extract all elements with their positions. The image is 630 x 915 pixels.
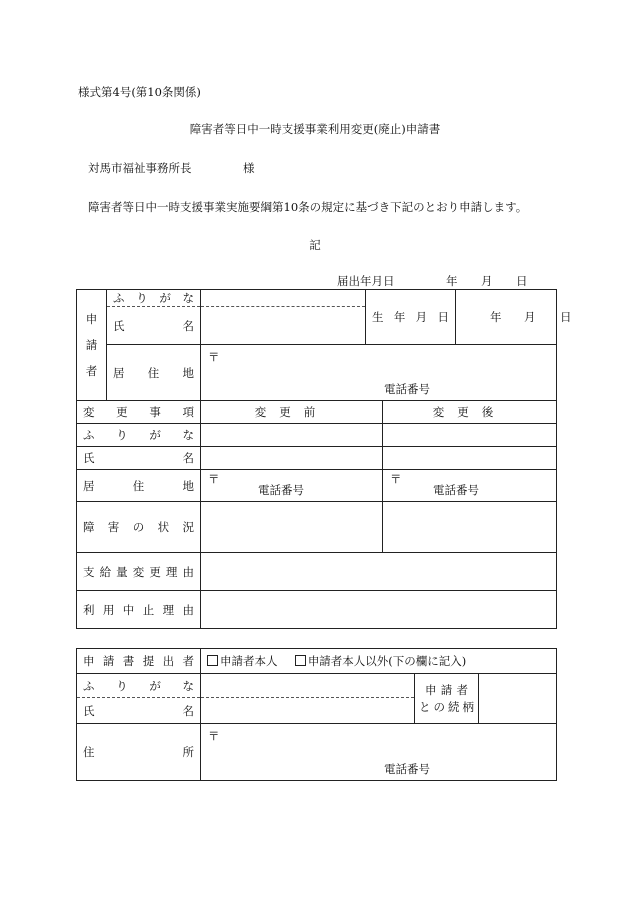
usage-stop-reason-field[interactable] (201, 591, 557, 629)
checkbox[interactable] (295, 655, 306, 666)
birth-month-unit: 月 (524, 310, 536, 324)
ki-heading: 記 (309, 238, 321, 252)
phone-after-label: 電話番号 (433, 483, 479, 497)
applicant-furigana-label: ふりがな (107, 290, 201, 307)
applicant-birth-date-field[interactable] (456, 290, 572, 345)
applicant-address-label: 居住地 (107, 345, 201, 401)
before-change-header: 変更前 (201, 401, 383, 424)
submitter-self-option[interactable]: 申請者本人 (207, 654, 278, 668)
address-after-field[interactable] (383, 470, 557, 502)
submitter-address-field[interactable] (201, 724, 557, 781)
applicant-section-label: 申 請 者 (77, 290, 107, 401)
submitter-other-option[interactable]: 申請者本人以外(下の欄に記入) (295, 654, 466, 668)
disability-before-field[interactable] (201, 502, 383, 553)
change-item-header: 変更事項 (77, 401, 201, 424)
postal-mark: 〒 (390, 472, 402, 486)
furigana-before-field[interactable] (201, 424, 383, 447)
submitter-address-label: 住所 (77, 724, 201, 781)
submission-date-label: 届出年月日 (337, 274, 395, 288)
disability-after-field[interactable] (383, 502, 557, 553)
submission-year-label[interactable]: 年 (446, 274, 458, 288)
form-number: 様式第4号(第10条関係) (78, 85, 201, 99)
submitter-table (76, 648, 557, 781)
relationship-field[interactable] (479, 674, 557, 724)
usage-stop-reason-label: 利用中止理由 (77, 591, 201, 629)
addressee: 対馬市福祉事務所長 (88, 161, 192, 175)
change-address-label: 居住地 (77, 470, 201, 502)
after-change-header: 変更後 (383, 401, 557, 424)
applicant-name-label: 氏名 (107, 307, 201, 345)
relationship-label: 申請者 との続柄 (415, 674, 479, 724)
checkbox[interactable] (207, 655, 218, 666)
postal-mark: 〒 (208, 472, 220, 486)
submitter-name-field[interactable] (201, 698, 415, 724)
submitter-furigana-label: ふりがな (77, 674, 201, 698)
applicant-address-field[interactable] (201, 345, 557, 401)
submitter-furigana-field[interactable] (201, 674, 415, 698)
change-furigana-label: ふりがな (77, 424, 201, 447)
disability-status-label: 障害の状況 (77, 502, 201, 553)
applicant-phone-label: 電話番号 (384, 382, 430, 396)
submission-day-label[interactable]: 日 (516, 274, 528, 288)
supply-change-reason-field[interactable] (201, 553, 557, 591)
application-statement: 障害者等日中一時支援事業実施要綱第10条の規定に基づき下記のとおり申請します。 (88, 200, 528, 214)
submitter-label: 申請書提出者 (77, 649, 201, 674)
applicant-furigana-field[interactable] (201, 290, 366, 307)
submitter-phone-label: 電話番号 (384, 762, 430, 776)
submission-month-label[interactable]: 月 (481, 274, 493, 288)
postal-mark: 〒 (208, 729, 220, 743)
addressee-honorific: 様 (243, 161, 255, 175)
submitter-options (201, 649, 557, 674)
birth-year-unit: 年 (490, 310, 502, 324)
birth-day-unit: 日 (560, 310, 572, 324)
name-after-field[interactable] (383, 447, 557, 470)
address-before-field[interactable] (201, 470, 383, 502)
name-before-field[interactable] (201, 447, 383, 470)
applicant-birth-date-label: 生年月日 (366, 290, 456, 345)
postal-mark: 〒 (208, 350, 220, 364)
change-application-table (76, 289, 572, 629)
submitter-name-label: 氏名 (77, 698, 201, 724)
phone-before-label: 電話番号 (258, 483, 304, 497)
furigana-after-field[interactable] (383, 424, 557, 447)
applicant-name-field[interactable] (201, 307, 366, 345)
supply-change-reason-label: 支給量変更理由 (77, 553, 201, 591)
change-name-label: 氏名 (77, 447, 201, 470)
document-title: 障害者等日中一時支援事業利用変更(廃止)申請書 (189, 122, 441, 136)
